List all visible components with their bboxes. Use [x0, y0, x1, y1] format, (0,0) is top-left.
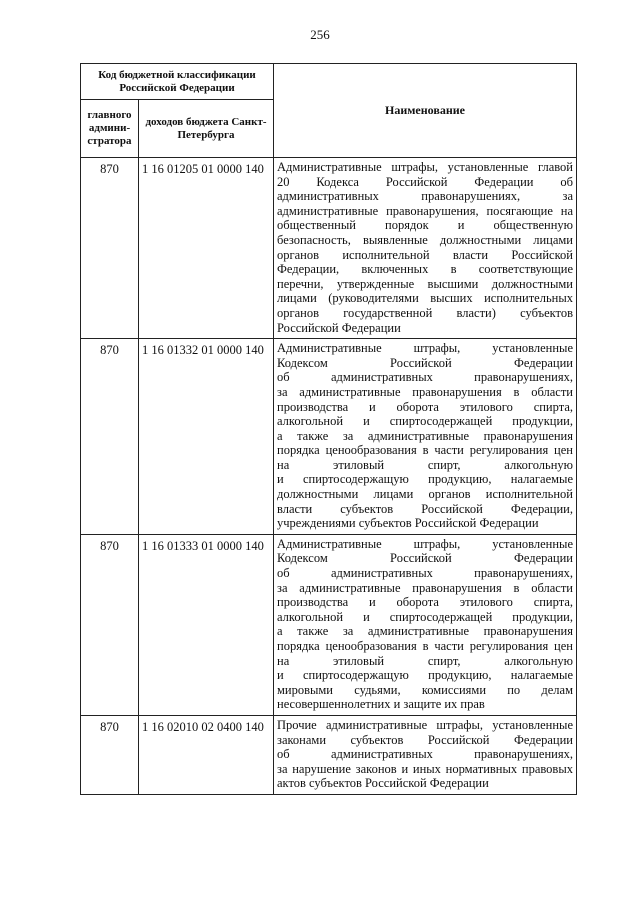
name-line: Кодексом Российской Федерации	[277, 551, 573, 566]
name-line: а также за административные правонарушения	[277, 428, 573, 443]
income-code-cell: 1 16 01205 01 0000 140	[139, 158, 274, 339]
name-line: Административные штрафы, установленные главой	[277, 160, 573, 174]
name-line: Российской Федерации	[277, 320, 401, 335]
income-code-cell: 1 16 02010 02 0400 140	[139, 715, 274, 794]
name-line: алкогольной и спиртосодержащей продукции,	[277, 609, 573, 624]
name-line: за административные правонарушения в области	[277, 580, 573, 595]
name-line: а также за административные правонарушения	[277, 624, 573, 639]
name-line: об административных правонарушениях,	[277, 747, 573, 762]
name-line: за нарушение законов и иных нормативных правовых	[277, 761, 573, 776]
name-line: органов исполнительной власти Российской	[277, 247, 573, 262]
name-cell	[274, 534, 577, 715]
name-line: об административных правонарушениях,	[277, 370, 573, 385]
name-line: Прочие административные штрафы, установленные	[277, 717, 573, 732]
name-line: учреждениями субъектов Российской Федерации	[277, 516, 539, 531]
page-number: 256	[310, 27, 330, 42]
table-row	[81, 715, 577, 794]
name-line: об административных правонарушениях,	[277, 566, 573, 581]
name-line: общественный порядок и общественную	[277, 218, 573, 233]
name-line: административных правонарушениях, за	[277, 189, 573, 204]
name-line: мировыми судьями, комиссиями по делам	[277, 682, 573, 697]
name-line: должностными лицами органов исполнительной	[277, 487, 573, 502]
admin-code-cell: 870	[81, 534, 139, 715]
name-cell	[274, 715, 577, 794]
name-cell	[274, 339, 577, 535]
name-line: несовершеннолетних и защите их прав	[277, 697, 485, 712]
name-line: власти субъектов Российской Федерации,	[277, 501, 573, 516]
name-line: и спиртосодержащую продукцию, налагаемые	[277, 668, 573, 683]
name-line: лицами (руководителями высших исполнительных	[277, 291, 573, 306]
admin-code-cell: 870	[81, 715, 139, 794]
name-line: и спиртосодержащую продукцию, налагаемые	[277, 472, 573, 487]
header-classification-code: Код бюджетной классификации Российской Федерации	[81, 64, 274, 100]
header-admin: главного админи-стратора	[81, 100, 139, 158]
name-line: за административные правонарушения в области	[277, 384, 573, 399]
name-line: законами субъектов Российской Федерации	[277, 732, 573, 747]
name-line: Федерации, включенных в соответствующие	[277, 262, 573, 277]
name-line: безопасность, выявленные должностными лицами	[277, 232, 573, 247]
name-line: порядка ценообразования в части регулирования цен	[277, 639, 573, 653]
income-code-cell: 1 16 01332 01 0000 140	[139, 339, 274, 535]
name-line: Административные штрафы, установленные	[277, 341, 573, 356]
admin-code-cell: 870	[81, 339, 139, 535]
name-line: производства и оборота этилового спирта,	[277, 595, 573, 610]
name-line: алкогольной и спиртосодержащей продукции,	[277, 414, 573, 429]
income-code-cell: 1 16 01333 01 0000 140	[139, 534, 274, 715]
name-line: органов государственной власти) субъектов	[277, 305, 573, 320]
name-line: порядка ценообразования в части регулирования цен	[277, 443, 573, 458]
name-line: Административные штрафы, установленные	[277, 536, 573, 551]
name-line: на этиловый спирт, алкогольную	[277, 457, 573, 472]
table-body	[81, 158, 577, 795]
name-line: производства и оборота этилового спирта,	[277, 399, 573, 414]
name-line: административные правонарушения, посягающие на	[277, 203, 573, 218]
name-line: на этиловый спирт, алкогольную	[277, 653, 573, 668]
name-line: перечни, утвержденные высшими должностными	[277, 276, 573, 291]
admin-code-cell: 870	[81, 158, 139, 339]
name-cell	[274, 158, 577, 339]
name-line: Кодексом Российской Федерации	[277, 355, 573, 370]
name-line: 20 Кодекса Российской Федерации об	[277, 174, 573, 189]
table-row	[81, 339, 577, 535]
header-income: доходов бюджета Санкт-Петербурга	[139, 100, 274, 158]
table-row	[81, 534, 577, 715]
name-line: актов субъектов Российской Федерации	[277, 776, 489, 791]
table-row	[81, 158, 577, 339]
header-name: Наименование	[274, 64, 577, 158]
budget-classification-table	[80, 63, 577, 795]
